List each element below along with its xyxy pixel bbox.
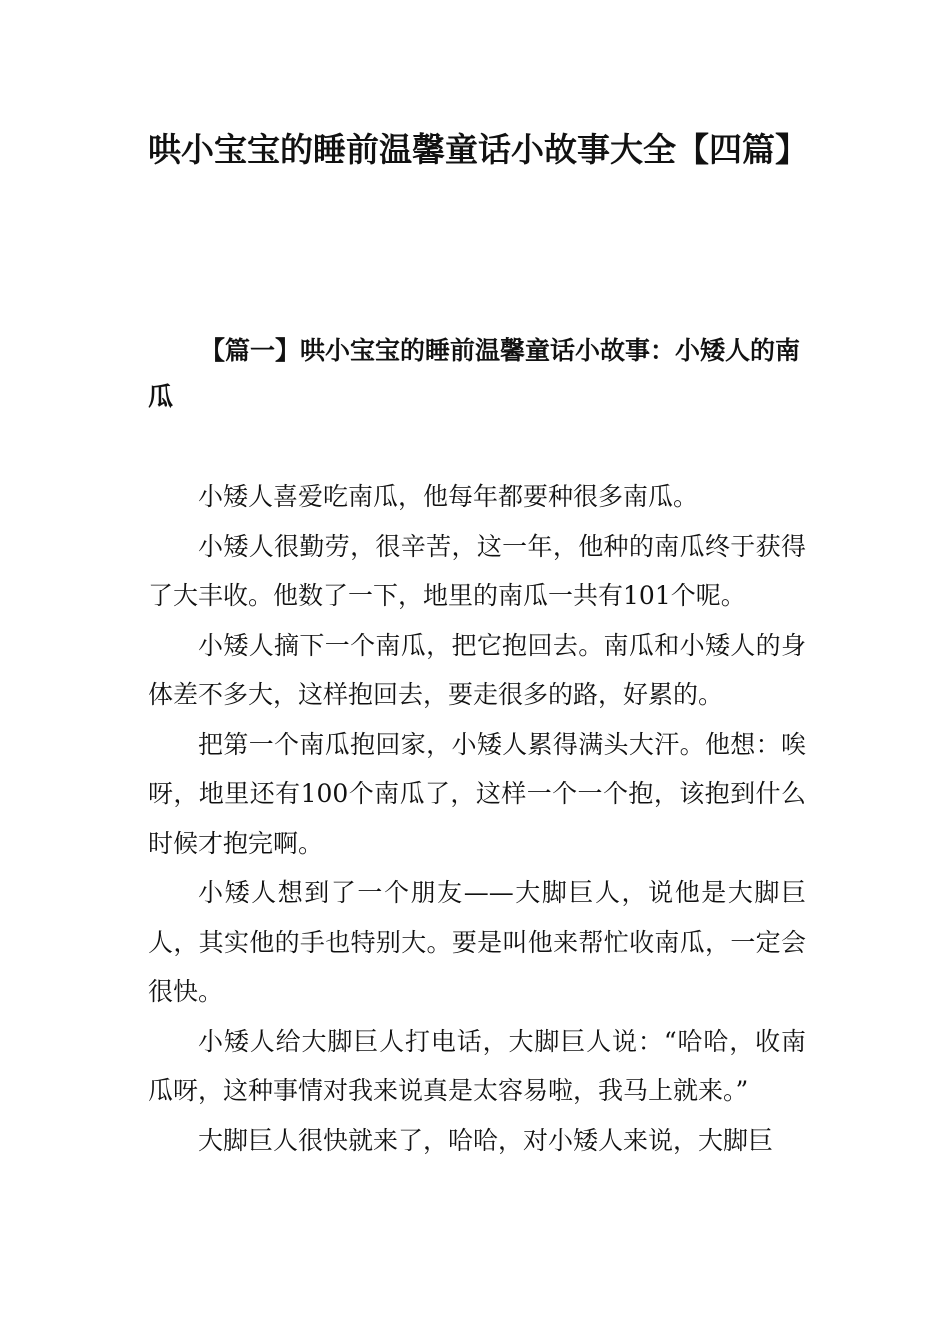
- story-body: [148, 472, 806, 1165]
- paragraph: 小矮人想到了一个朋友——大脚巨人，说他是大脚巨人，其实他的手也特别大。要是叫他来帮忙收南瓜，一定会很快。: [148, 878, 806, 1006]
- paragraph: 小矮人很勤劳，很辛苦，这一年，他种的南瓜终于获得了大丰收。他数了一下，地里的南瓜一共有101个呢。: [148, 531, 806, 610]
- paragraph: 小矮人给大脚巨人打电话，大脚巨人说：“哈哈，收南瓜呀，这种事情对我来说真是太容易啦，我马上就来。”: [148, 1026, 806, 1105]
- paragraph: 小矮人摘下一个南瓜，把它抱回去。南瓜和小矮人的身体差不多大，这样抱回去，要走很多的路，好累的。: [148, 630, 806, 709]
- paragraph: 小矮人喜爱吃南瓜，他每年都要种很多南瓜。: [198, 482, 699, 511]
- section-heading: 【篇一】哄小宝宝的睡前温馨童话小故事：小矮人的南瓜: [148, 336, 801, 411]
- document-title: 哄小宝宝的睡前温馨童话小故事大全【四篇】: [148, 130, 808, 169]
- paragraph: 大脚巨人很快就来了，哈哈，对小矮人来说，大脚巨: [198, 1125, 774, 1155]
- paragraph: 把第一个南瓜抱回家，小矮人累得满头大汗。他想：唉呀，地里还有100个南瓜了，这样一个一个抱，该抱到什么时候才抱完啊。: [148, 729, 806, 858]
